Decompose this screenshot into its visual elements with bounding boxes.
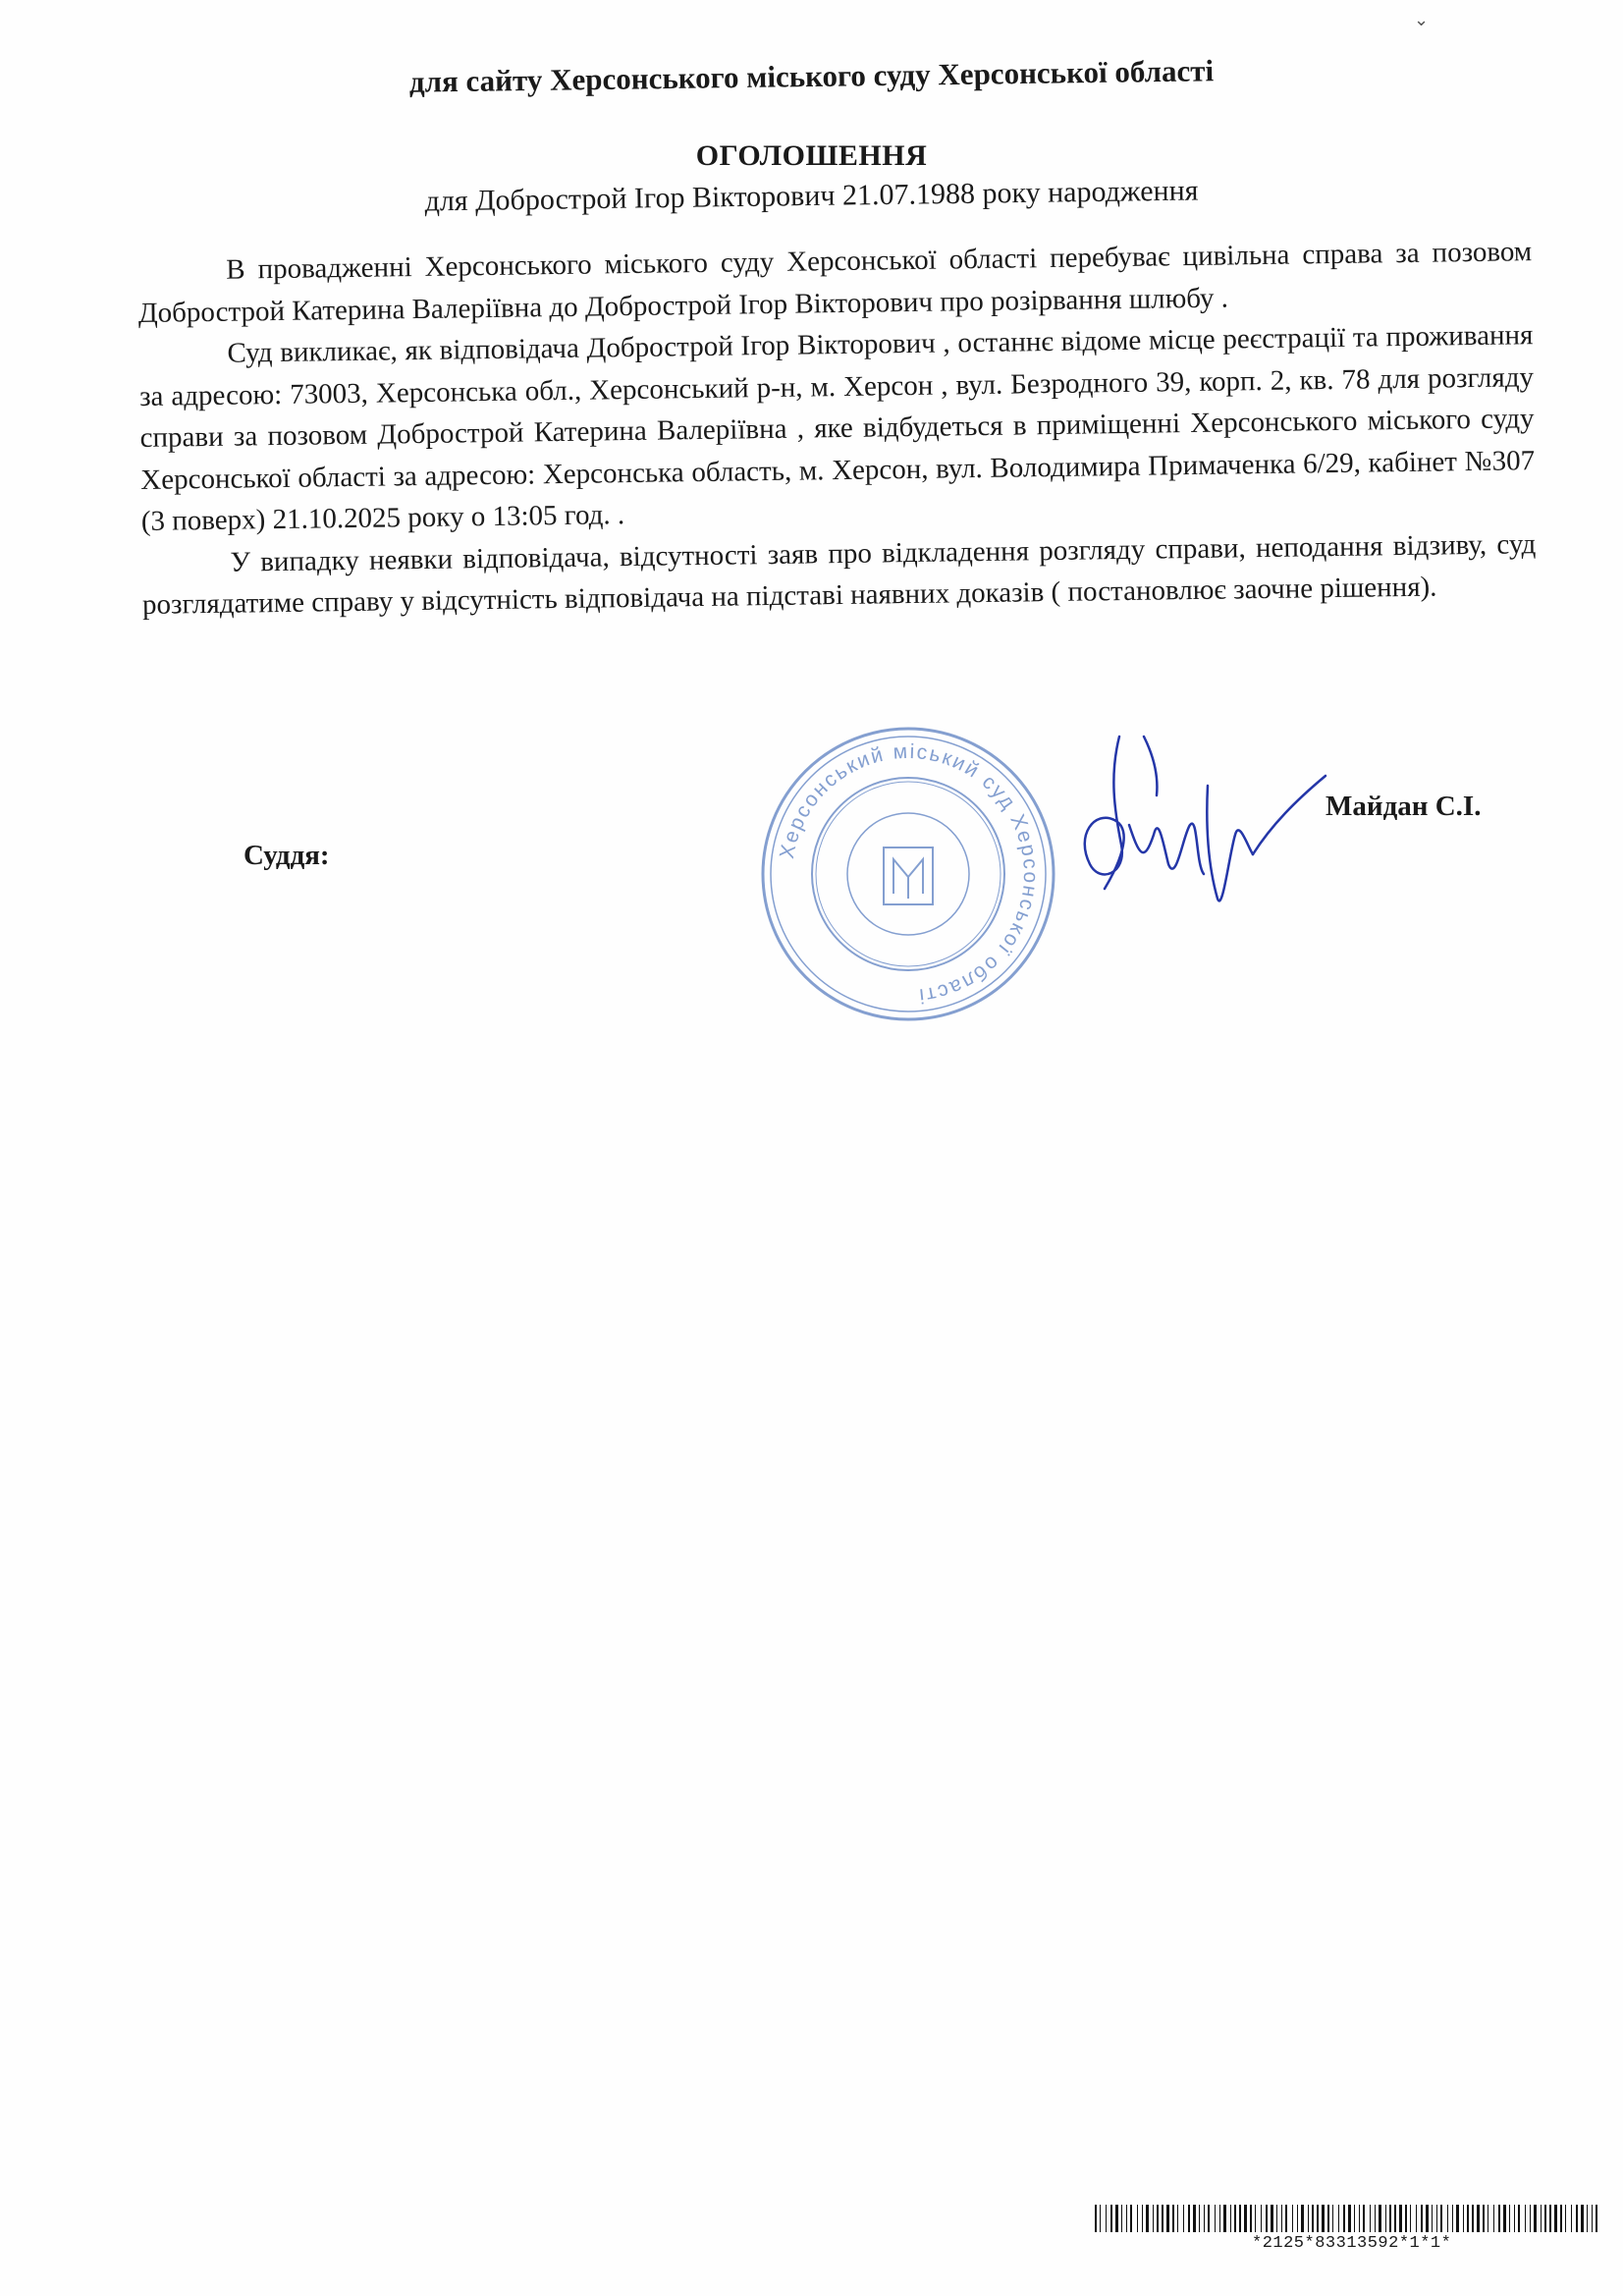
barcode-bar xyxy=(1410,2205,1411,2232)
barcode-bar xyxy=(1146,2205,1149,2232)
barcode-bar xyxy=(1297,2205,1298,2232)
barcode-bar xyxy=(1571,2205,1572,2232)
site-header-line: для сайту Херсонського міського суду Херсонської області xyxy=(408,53,1215,99)
corner-mark-icon: ⌄ xyxy=(1414,10,1430,29)
barcode-bar xyxy=(1440,2205,1442,2232)
barcode-bar xyxy=(1394,2205,1396,2232)
barcode-bar xyxy=(1498,2205,1500,2232)
barcode-bar xyxy=(1110,2205,1112,2232)
barcode-bar xyxy=(1549,2205,1551,2232)
barcode-block xyxy=(1095,2205,1600,2273)
barcode-bar xyxy=(1493,2205,1494,2232)
barcode-bar xyxy=(1587,2205,1588,2232)
barcode-bar xyxy=(1281,2205,1282,2232)
barcode-bar xyxy=(1514,2205,1515,2232)
barcode-bar xyxy=(1405,2205,1407,2232)
barcode-bar xyxy=(1261,2205,1262,2232)
barcode-bar xyxy=(1389,2205,1391,2232)
barcode-bar xyxy=(1215,2205,1216,2232)
barcode-bar xyxy=(1162,2205,1163,2232)
barcode-bar xyxy=(1354,2205,1355,2232)
barcode-bar xyxy=(1234,2205,1236,2232)
barcode-bar xyxy=(1100,2205,1101,2232)
barcode-bar xyxy=(1153,2205,1154,2232)
barcode-bar xyxy=(1483,2205,1485,2232)
barcode-bar xyxy=(1292,2205,1293,2232)
barcode-bar xyxy=(1126,2205,1127,2232)
barcode-bar xyxy=(1244,2205,1247,2232)
announcement-title: ОГОЛОШЕННЯ xyxy=(695,139,928,172)
barcode-bar xyxy=(1308,2205,1309,2232)
barcode-bar xyxy=(1534,2205,1537,2232)
barcode-bar xyxy=(1503,2205,1506,2232)
barcode-bar xyxy=(1130,2205,1132,2232)
barcode-bar xyxy=(1312,2205,1314,2232)
barcode-bar xyxy=(1518,2205,1520,2232)
barcode-bar xyxy=(1565,2205,1566,2232)
barcode-bar xyxy=(1530,2205,1531,2232)
barcode-bar xyxy=(1115,2205,1118,2232)
barcode-bar xyxy=(1177,2205,1178,2232)
barcode-bar xyxy=(1426,2205,1429,2232)
barcode-bar xyxy=(1596,2205,1597,2232)
judge-label: Суддя: xyxy=(243,840,330,871)
barcode-bar xyxy=(1343,2205,1345,2232)
barcode-bar xyxy=(1359,2205,1360,2232)
barcode-bar xyxy=(1477,2205,1480,2232)
barcode-bar xyxy=(1421,2205,1423,2232)
barcode-bar xyxy=(1301,2205,1304,2232)
barcode-bar xyxy=(1463,2205,1464,2232)
judge-name: Майдан С.І. xyxy=(1325,791,1482,822)
barcode-bar xyxy=(1436,2205,1437,2232)
barcode-bar xyxy=(1121,2205,1122,2232)
barcode-bar xyxy=(1472,2205,1474,2232)
barcode-bar xyxy=(1230,2205,1231,2232)
judge-signature xyxy=(1060,717,1345,943)
barcode-bar xyxy=(1592,2205,1593,2232)
barcode-bar xyxy=(1188,2205,1190,2232)
barcode-bar xyxy=(1456,2205,1459,2232)
barcode-bar xyxy=(1363,2205,1365,2232)
barcode-bar xyxy=(1106,2205,1107,2232)
barcode-bar xyxy=(1467,2205,1469,2232)
barcode-bar xyxy=(1525,2205,1526,2232)
barcode-bar xyxy=(1250,2205,1252,2232)
barcode-bar xyxy=(1193,2205,1196,2232)
barcode-bar xyxy=(1223,2205,1226,2232)
barcode-bar xyxy=(1576,2205,1578,2232)
barcode-bar xyxy=(1239,2205,1241,2232)
barcode-bar xyxy=(1199,2205,1200,2232)
barcode-bar xyxy=(1327,2205,1329,2232)
barcode-bar xyxy=(1554,2205,1557,2232)
barcode-bar xyxy=(1447,2205,1448,2232)
barcode-bar xyxy=(1348,2205,1351,2232)
barcode-bar xyxy=(1183,2205,1184,2232)
barcode-bar xyxy=(1581,2205,1584,2232)
barcode-bar xyxy=(1322,2205,1325,2232)
barcode-bar xyxy=(1452,2205,1453,2232)
barcode-bar xyxy=(1332,2205,1333,2232)
barcode-bar xyxy=(1276,2205,1277,2232)
barcode-bar xyxy=(1432,2205,1433,2232)
barcode-bar xyxy=(1416,2205,1417,2232)
barcode-bar xyxy=(1219,2205,1220,2232)
barcode-number: *2125*83313592*1*1* xyxy=(1252,2234,1452,2253)
barcode-bar xyxy=(1208,2205,1210,2232)
barcode-bar xyxy=(1204,2205,1205,2232)
barcode-bar xyxy=(1266,2205,1268,2232)
barcode-bar xyxy=(1271,2205,1273,2232)
barcode-icon xyxy=(1095,2205,1600,2232)
announcement-subtitle: для Добрострой Ігор Вікторович 21.07.1988 року народження xyxy=(424,174,1199,218)
barcode-bar xyxy=(1375,2205,1376,2232)
barcode-bar xyxy=(1370,2205,1371,2232)
paragraph-case-info: В провадженні Херсонського міського суду Херсонської області перебуває цивільна справа за позовом Добрострой Катерина Валеріївна до Добрострой Ігор Вікторович про розірвання шлюбу . xyxy=(137,236,1533,329)
barcode-bar xyxy=(1385,2205,1386,2232)
barcode-bar xyxy=(1285,2205,1287,2232)
barcode-bar xyxy=(1317,2205,1319,2232)
paragraph-summons: Суд викликає, як відповідача Добрострой Ігор Вікторович , останнє відоме місце реєстрації та проживання за адресою: 73003, Херсонська обл., Херсонський р-н, м. Херсон , вул. Безродного 39, корп. 2, кв. 78 для розгляду справи за позовом Добрострой Катерина Валеріївна , яке відбудеться в приміщенні Херсонського міського суду Херсонської області за адресою: Херсонська область, м. Херсон, вул. Володимира Примаченка 6/29, кабінет №307 (3 поверх) 21.10.2025 року о 13:05 год. . xyxy=(138,319,1536,537)
barcode-bar xyxy=(1509,2205,1510,2232)
barcode-bar xyxy=(1157,2205,1159,2232)
stamp-outer-text: Херсонський міський суд Херсонської області xyxy=(775,739,1043,1008)
barcode-bar xyxy=(1338,2205,1339,2232)
court-seal-stamp xyxy=(756,722,1060,1026)
barcode-bar xyxy=(1172,2205,1174,2232)
barcode-bar xyxy=(1379,2205,1381,2232)
barcode-bar xyxy=(1544,2205,1546,2232)
barcode-bar xyxy=(1255,2205,1256,2232)
barcode-bar xyxy=(1095,2205,1097,2232)
barcode-bar xyxy=(1560,2205,1562,2232)
barcode-bar xyxy=(1541,2205,1542,2232)
announcement-body xyxy=(137,231,1537,626)
paragraph-default-judgment: У випадку неявки відповідача, відсутності заяв про відкладення розгляду справи, неподання відзиву, суд розглядатиме справу у відсутність відповідача на підставі наявних доказів ( постановлює заочне рішення). xyxy=(141,527,1537,621)
barcode-bar xyxy=(1399,2205,1402,2232)
barcode-bar xyxy=(1142,2205,1143,2232)
barcode-bar xyxy=(1137,2205,1138,2232)
barcode-bar xyxy=(1166,2205,1169,2232)
